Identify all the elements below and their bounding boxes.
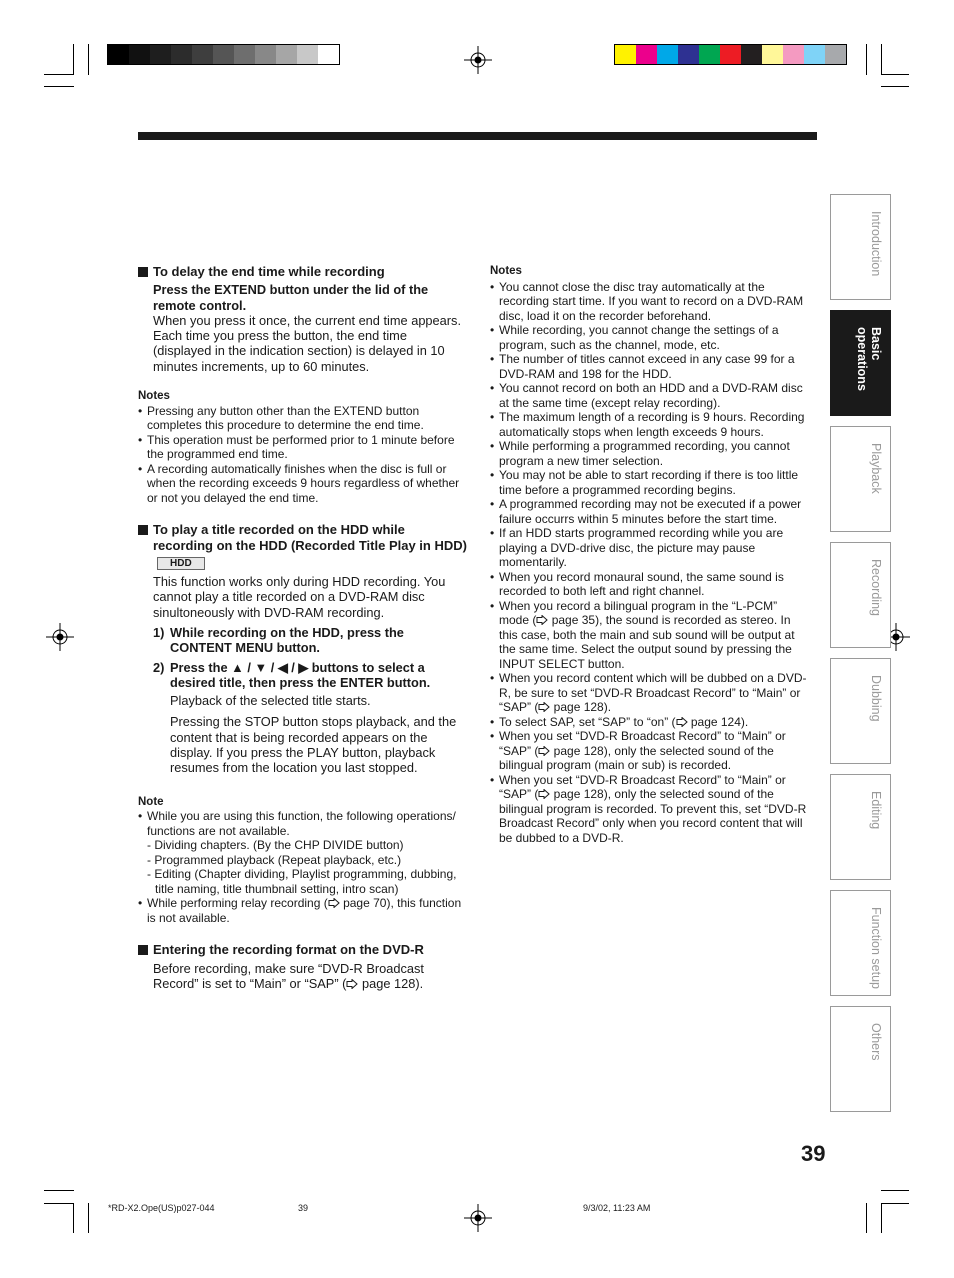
- note-item: • To select SAP, set “SAP” to “on” ( page 124).: [490, 715, 810, 730]
- calibration-swatch: [615, 45, 636, 64]
- crop-mark: [881, 1203, 882, 1233]
- calibration-swatch: [234, 45, 255, 64]
- note-item: • A programmed recording may not be executed if a power failure occurrs within 5 minutes before the start time.: [490, 497, 810, 526]
- side-tab-playback[interactable]: [830, 426, 891, 532]
- gray-scale-bar: [107, 44, 340, 65]
- page-reference-arrow-icon: [538, 746, 550, 756]
- notes-title: Notes: [138, 390, 170, 403]
- calibration-swatch: [699, 45, 720, 64]
- header-rule: [138, 132, 817, 140]
- side-tab-basic-operations[interactable]: [830, 310, 891, 416]
- crop-mark: [881, 44, 882, 75]
- notes-list: [138, 404, 468, 506]
- side-tab-editing[interactable]: [830, 774, 891, 880]
- square-bullet-icon: [138, 525, 148, 535]
- note-subitem: - Dividing chapters. (By the CHP DIVIDE button): [147, 838, 404, 853]
- side-tab-recording[interactable]: [830, 542, 891, 648]
- note-item: • While you are using this function, the following operations/ functions are not available.: [138, 809, 468, 838]
- note-item: • When you record monaural sound, the same sound is recorded to both left and right channel.: [490, 570, 810, 599]
- body-text: When you press it once, the current end time appears. Each time you press the button, the end time (displayed in the indication section) is delayed in 10 minutes increments, up to 60 minutes.: [153, 312, 462, 374]
- crop-mark: [44, 74, 74, 75]
- right-column: [490, 264, 810, 845]
- note-list: [138, 809, 468, 925]
- square-bullet-icon: [138, 267, 148, 277]
- crop-mark: [881, 1203, 909, 1204]
- note-title: Note: [138, 795, 164, 808]
- crop-mark: [44, 1203, 74, 1204]
- crop-mark: [881, 74, 909, 75]
- note-item: • The maximum length of a recording is 9 hours. Recording automatically stops when length exceeds 9 hours.: [490, 410, 810, 439]
- step-2-result: Playback of the selected title starts.: [170, 693, 371, 709]
- side-tab-label: Others: [869, 1023, 883, 1061]
- notes-title: Notes: [490, 265, 522, 277]
- side-tab-label: Function setup: [869, 907, 883, 989]
- step-2: 2) Press the ▲ / ▼ / ◀ / ▶ buttons to select a desired title, then press the ENTER button.: [153, 659, 431, 690]
- note-item: • While recording, you cannot change the settings of a program, such as the channel, mode, etc.: [490, 323, 810, 352]
- note-item: • When you record content which will be dubbed on a DVD-R, be sure to set “DVD-R Broadcast Record” to “Main” or “SAP” ( page 128).: [490, 671, 810, 715]
- page-reference-arrow-icon: [536, 615, 548, 625]
- step-1: 1) While recording on the HDD, press the CONTENT MENU button.: [153, 624, 404, 656]
- calibration-swatch: [213, 45, 234, 64]
- note-item: • When you record a bilingual program in the “L-PCM” mode ( page 35), the sound is recorded as stereo. In this case, both the main and sub sound will be output at the same time. Select the output sound by pressing the INPUT SELECT button.: [490, 599, 810, 672]
- section-heading-recorded-title-play: To play a title recorded on the HDD while recording on the HDD (Recorded Title Play in HDD)HDD: [138, 522, 468, 571]
- side-tab-label: Basic operations: [855, 327, 883, 391]
- crop-mark: [73, 1203, 74, 1233]
- note-item: • When you set “DVD-R Broadcast Record” to “Main” or “SAP” ( page 128), only the selected sound of the bilingual program (main or sub) is recorded.: [490, 729, 810, 773]
- note-item: • While performing a programmed recording, you cannot program a new timer selection.: [490, 439, 810, 468]
- section-heading-dvd-r-format: Entering the recording format on the DVD-R: [138, 942, 468, 958]
- note-item: • Pressing any button other than the EXTEND button completes this procedure to determine the end time.: [138, 404, 468, 433]
- calibration-swatch: [108, 45, 129, 64]
- note-item: • This operation must be performed prior to 1 minute before the programmed end time.: [138, 433, 468, 462]
- page-reference-arrow-icon: [538, 702, 550, 712]
- crop-mark: [88, 1203, 89, 1233]
- note-item: • A recording automatically finishes when the disc is full or when the recording exceeds 9 hours regardless of whether or not you delayed the end time.: [138, 462, 468, 506]
- side-tab-label: Introduction: [869, 211, 883, 277]
- crop-mark: [44, 1190, 74, 1191]
- note-item: • If an HDD starts programmed recording while you are playing a DVD-drive disc, the picture may pause momentarily.: [490, 526, 810, 570]
- calibration-swatch: [297, 45, 318, 64]
- section-heading-delay-end-time: To delay the end time while recording: [138, 264, 468, 280]
- note-item: • The number of titles cannot exceed in any case 99 for a DVD-RAM and 198 for the HDD.: [490, 352, 810, 381]
- page-number: 39: [801, 1141, 826, 1166]
- left-column: [138, 264, 468, 991]
- side-tab-introduction[interactable]: [830, 194, 891, 300]
- side-tab-label: Editing: [869, 791, 883, 830]
- calibration-swatch: [255, 45, 276, 64]
- calibration-swatch: [276, 45, 297, 64]
- crop-mark: [866, 1203, 867, 1233]
- calibration-swatch: [804, 45, 825, 64]
- crop-mark: [44, 86, 74, 87]
- note-item: • While performing relay recording ( page 70), this function is not available.: [138, 896, 468, 925]
- registration-mark-icon: [46, 623, 74, 651]
- calibration-swatch: [318, 45, 339, 64]
- side-tab-label: Dubbing: [869, 675, 883, 722]
- calibration-swatch: [636, 45, 657, 64]
- calibration-swatch: [678, 45, 699, 64]
- registration-mark-icon: [464, 1204, 492, 1232]
- calibration-swatch: [762, 45, 783, 64]
- body-text: This function works only during HDD recording. You cannot play a title recorded on a DVD-RAM disc sinultoneously with DVD-RAM recording.: [153, 574, 446, 620]
- color-calibration-bar: [614, 44, 847, 65]
- footer-date: 9/3/02, 11:23 AM: [583, 1203, 651, 1213]
- note-item: • When you set “DVD-R Broadcast Record” to “Main” or “SAP” ( page 128), only the selected sound of the bilingual program is recorded. To prevent this, set “DVD-R Broadcast Record” only when you record content that will be dubbed to a DVD-R.: [490, 773, 810, 846]
- side-tab-dubbing[interactable]: [830, 658, 891, 764]
- page-reference-arrow-icon: [346, 979, 358, 989]
- page-reference-arrow-icon: [328, 898, 340, 908]
- crop-mark: [881, 86, 909, 87]
- note-item: • You cannot close the disc tray automatically at the recording start time. If you want to record on a DVD-RAM disc, load it on the recorder beforehand.: [490, 280, 810, 324]
- note-item: • You may not be able to start recording if there is too little time before a programmed recording begins.: [490, 468, 810, 497]
- calibration-swatch: [720, 45, 741, 64]
- note-subitem: - Editing (Chapter dividing, Playlist programming, dubbing, title naming, title thumbnail setting, intro scan): [147, 867, 457, 896]
- crop-mark: [881, 1190, 909, 1191]
- page-reference-arrow-icon: [538, 789, 550, 799]
- side-tab-label: Playback: [869, 443, 883, 494]
- calibration-swatch: [741, 45, 762, 64]
- square-bullet-icon: [138, 945, 148, 955]
- side-tab-others[interactable]: [830, 1006, 891, 1112]
- calibration-swatch: [129, 45, 150, 64]
- body-text: Before recording, make sure “DVD-R Broadcast Record” is set to “Main” or “SAP” ( page 128).: [153, 960, 424, 991]
- note-subitem: - Programmed playback (Repeat playback, etc.): [147, 852, 402, 867]
- crop-mark: [866, 44, 867, 75]
- calibration-swatch: [171, 45, 192, 64]
- notes-list: [490, 280, 810, 846]
- calibration-swatch: [783, 45, 804, 64]
- calibration-swatch: [192, 45, 213, 64]
- crop-mark: [73, 44, 74, 75]
- footer-page: 39: [298, 1203, 309, 1213]
- step-2-detail: Pressing the STOP button stops playback, and the content that is being recorded appears on the display. If you press the PLAY button, playback resumes from the location you last stopped.: [170, 714, 457, 776]
- hdd-badge: HDD: [157, 557, 205, 570]
- note-item: • You cannot record on both an HDD and a DVD-RAM disc at the same time (except relay recording).: [490, 381, 810, 410]
- registration-mark-icon: [464, 46, 492, 74]
- instruction-text: Press the EXTEND button under the lid of the remote control.: [153, 282, 429, 313]
- calibration-swatch: [657, 45, 678, 64]
- crop-mark: [88, 44, 89, 75]
- calibration-swatch: [150, 45, 171, 64]
- footer-file-name: *RD-X2.Ope(US)p027-044: [108, 1203, 215, 1213]
- page-reference-arrow-icon: [676, 717, 688, 727]
- calibration-swatch: [825, 45, 846, 64]
- side-tab-function-setup[interactable]: [830, 890, 891, 996]
- side-tab-label: Recording: [869, 559, 883, 616]
